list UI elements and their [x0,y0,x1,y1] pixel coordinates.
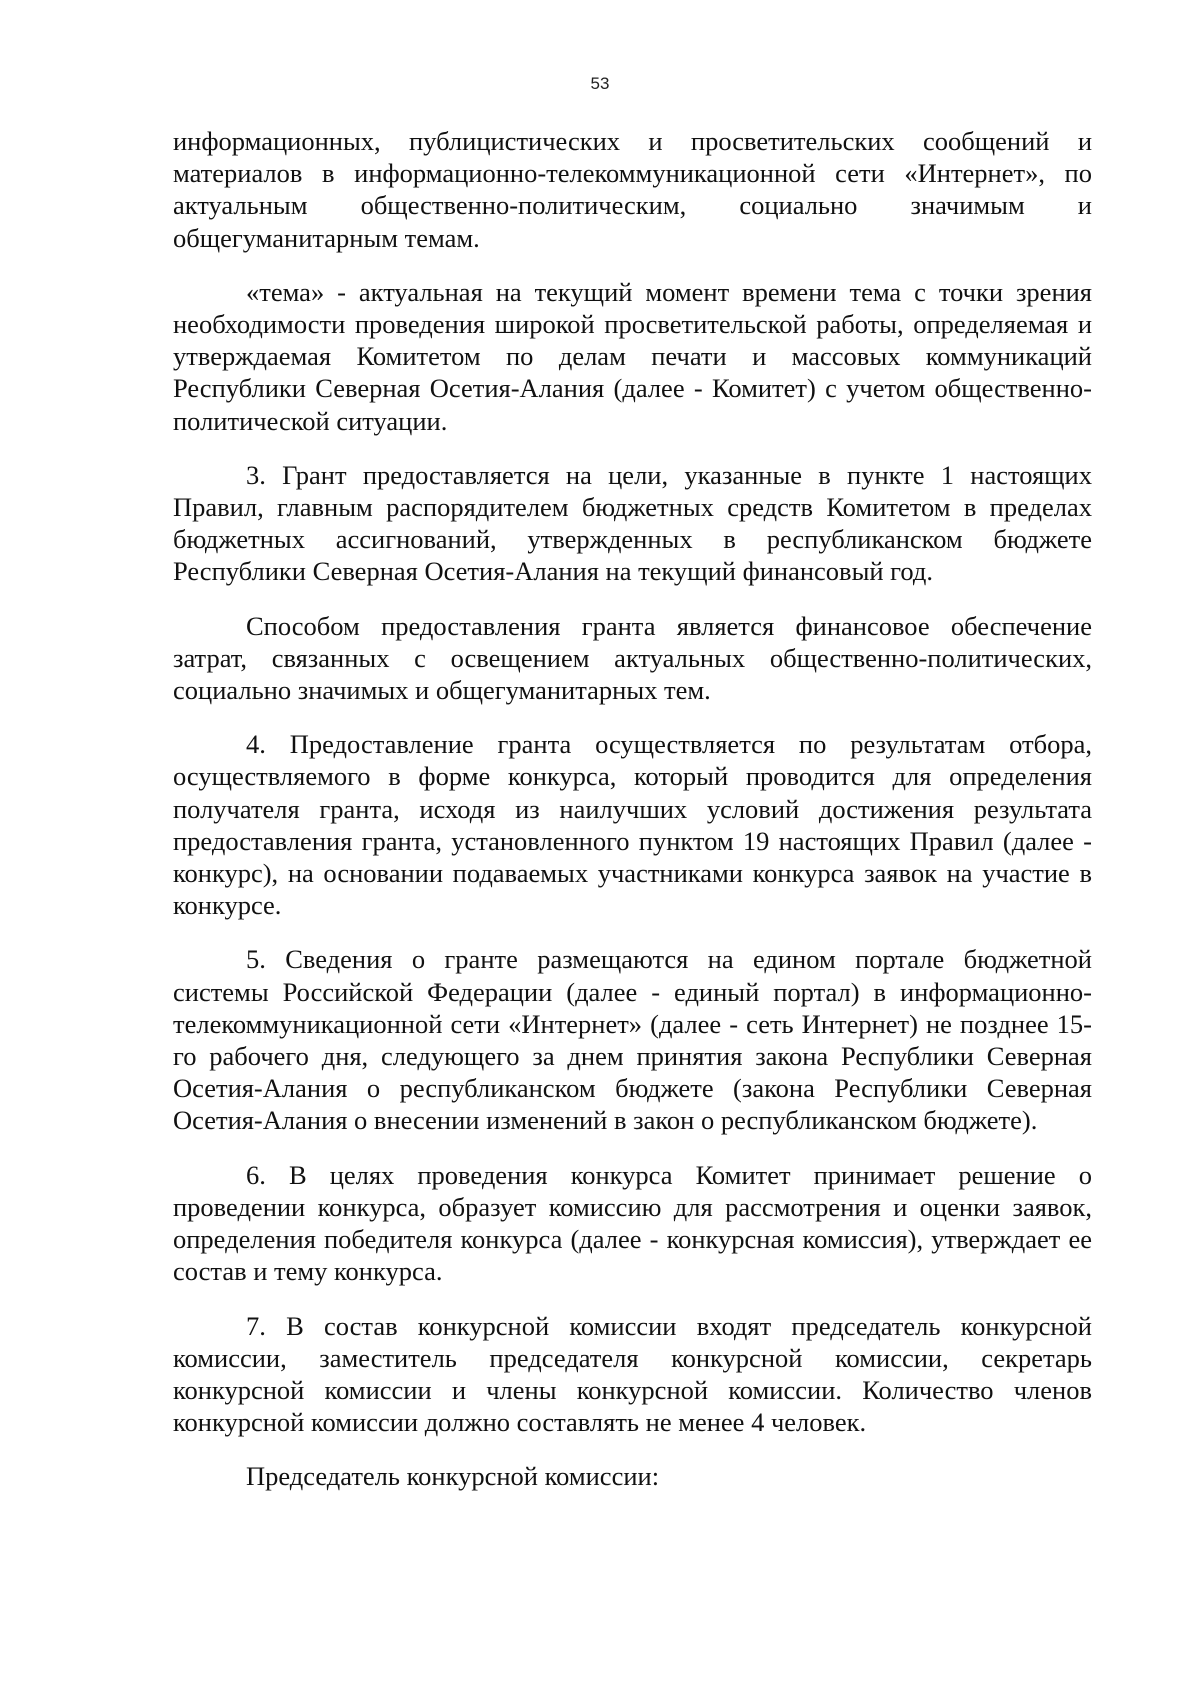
paragraph-clause-3: 3. Грант предоставляется на цели, указанные в пункте 1 настоящих Правил, главным распорядителем бюджетных средств Комитетом в пределах бюджетных ассигнований, утвержденных в республиканском бюджете Республики Северная Осетия-Алания на текущий финансовый год. [173,459,1092,587]
paragraph-clause-5: 5. Сведения о гранте размещаются на едином портале бюджетной системы Российской Федерации (далее - единый портал) в информационно-телекоммуникационной сети «Интернет» (далее - сеть Интернет) не позднее 15-го рабочего дня, следующего за днем принятия закона Республики Северная Осетия-Алания о республиканском бюджете (закона Республики Северная Осетия-Алания о внесении изменений в закон о республиканском бюджете). [173,944,1092,1136]
document-body [173,125,1092,1493]
paragraph-chairman-heading: Председатель конкурсной комиссии: [246,1461,660,1492]
paragraph-clause-6: 6. В целях проведения конкурса Комитет принимает решение о проведении конкурса, образует комиссию для рассмотрения и оценки заявок, определения победителя конкурса (далее - конкурсная комиссия), утверждает ее состав и тему конкурса. [173,1159,1092,1287]
page-number: 53 [590,74,610,93]
paragraph-continuation: информационных, публицистических и просветительских сообщений и материалов в информационно-телекоммуникационной сети «Интернет», по актуальным общественно-политическим, социально значимым и общегуманитарным темам. [173,126,1092,253]
paragraph-clause-4: 4. Предоставление гранта осуществляется по результатам отбора, осуществляемого в форме конкурса, который проводится для определения получателя гранта, исходя из наилучших условий достижения результата предоставления гранта, установленного пунктом 19 настоящих Правил (далее - конкурс), на основании подаваемых участниками конкурса заявок на участие в конкурсе. [173,729,1092,921]
paragraph-grant-method: Способом предоставления гранта является финансовое обеспечение затрат, связанных с освещением актуальных общественно-политических, социально значимых и общегуманитарных тем. [173,610,1092,706]
paragraph-definition-tema: «тема» - актуальная на текущий момент времени тема с точки зрения необходимости проведения широкой просветительской работы, определяемая и утверждаемая Комитетом по делам печати и массовых коммуникаций Республики Северная Осетия-Алания (далее - Комитет) с учетом общественно-политической ситуации. [173,276,1092,436]
paragraph-clause-7: 7. В состав конкурсной комиссии входят председатель конкурсной комиссии, заместитель председателя конкурсной комиссии, секретарь конкурсной комиссии и члены конкурсной комиссии. Количество членов конкурсной комиссии должно составлять не менее 4 человек. [173,1310,1092,1438]
